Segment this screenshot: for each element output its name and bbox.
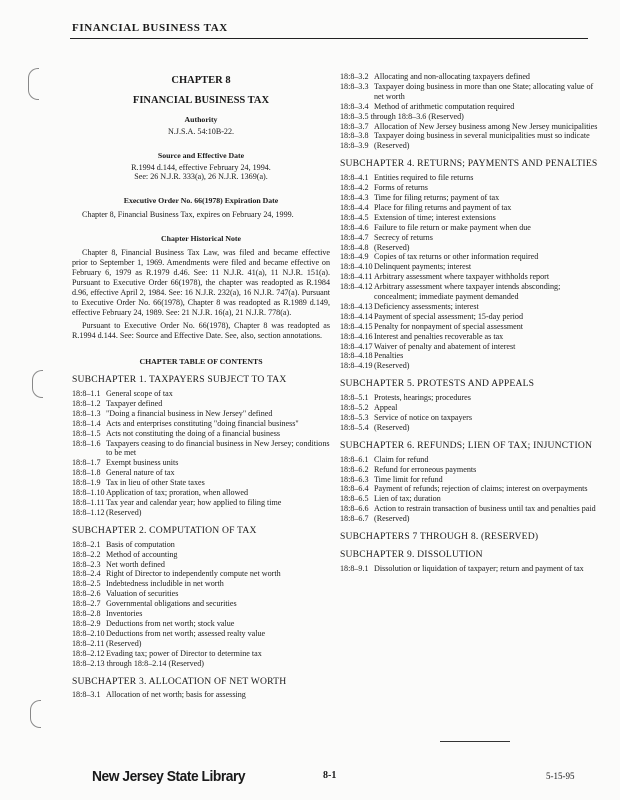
toc-entry <box>72 579 330 589</box>
section-title: Tax in lieu of other State taxes <box>106 478 205 488</box>
section-title: Deductions from net worth; assessed realty value <box>106 628 266 638</box>
subchapter-heading: SUBCHAPTER 4. RETURNS; PAYMENTS AND PENALTIES <box>340 158 598 170</box>
subchapter-heading: SUBCHAPTER 9. DISSOLUTION <box>340 548 483 560</box>
section-number: 18:8–9.1 <box>340 563 369 573</box>
section-number: 18:8–2.9 <box>72 618 101 628</box>
section-title: Action to restrain transaction of business until tax and penalties paid <box>374 504 596 514</box>
toc-entry <box>72 649 330 659</box>
revision-date: 5-15-95 <box>546 771 575 781</box>
toc-entry <box>340 465 598 475</box>
toc-entry <box>340 361 598 371</box>
section-number: 18:8–1.4 <box>72 418 101 428</box>
section-title: (Reserved) <box>374 141 410 151</box>
section-number: 18:8–2.7 <box>72 599 101 609</box>
section-number: 18:8–1.3 <box>72 408 101 418</box>
section-number: 18:8–2.11 <box>72 638 105 648</box>
toc-entry <box>340 122 598 132</box>
section-number: 18:8–1.9 <box>72 478 101 488</box>
section-number: 18:8–4.9 <box>340 252 369 262</box>
section-number: 18:8–5.4 <box>340 422 369 432</box>
section-number: 18:8–1.7 <box>72 458 101 468</box>
section-title: Acts not constituting the doing of a financial business <box>106 428 280 438</box>
toc-entry <box>72 498 330 508</box>
section-title: Lien of tax; duration <box>374 494 441 504</box>
section-title: Secrecy of returns <box>374 232 433 242</box>
section-number: 18:8–6.4 <box>340 484 369 494</box>
subchapter-heading: SUBCHAPTERS 7 THROUGH 8. (RESERVED) <box>340 531 539 543</box>
authority-text: N.J.S.A. 54:10B-22. <box>167 126 235 136</box>
toc-entry <box>340 332 598 342</box>
section-title: (Reserved) <box>374 242 410 252</box>
section-title: Penalty for nonpayment of special assessment <box>374 321 524 331</box>
section-number: 18:8–4.12 <box>340 282 373 292</box>
section-number: 18:8–4.11 <box>340 272 373 282</box>
section-number: 18:8–4.1 <box>340 173 369 183</box>
section-title: "Doing a financial business in New Jersey" defined <box>106 408 273 418</box>
section-number: 18:8–4.5 <box>340 212 369 222</box>
section-title: Evading tax; power of Director to determine tax <box>106 648 262 658</box>
section-number: 18:8–2.12 <box>72 648 105 658</box>
section-number: 18:8–1.8 <box>72 468 101 478</box>
subchapter-heading: SUBCHAPTER 3. ALLOCATION OF NET WORTH <box>72 675 287 687</box>
toc-entry <box>340 413 598 423</box>
toc-entry <box>340 312 598 322</box>
source-heading: Source and Effective Date <box>157 150 245 160</box>
toc-entry <box>72 550 330 560</box>
toc-entry <box>72 569 330 579</box>
toc-entry <box>340 455 598 465</box>
section-title: Tax year and calendar year; how applied to filing time <box>106 498 282 507</box>
toc-entry <box>72 599 330 609</box>
toc-entry <box>340 272 598 282</box>
toc-entry <box>72 508 330 518</box>
section-number: 18:8–4.2 <box>340 183 369 193</box>
section-number: 18:8–3.3 <box>340 81 369 91</box>
section-title: (Reserved) <box>374 422 410 432</box>
toc-entry <box>340 564 598 574</box>
toc-entry <box>340 262 598 272</box>
section-title: General scope of tax <box>106 389 173 399</box>
toc-entry <box>72 429 330 439</box>
section-title: Inventories <box>106 609 143 619</box>
toc-entry <box>340 223 598 233</box>
section-number: 18:8–2.8 <box>72 609 101 619</box>
toc-entry <box>340 243 598 253</box>
section-number: 18:8–2.10 <box>72 628 105 638</box>
section-number: 18:8–4.3 <box>340 192 369 202</box>
section-number: 18:8–3.8 <box>340 131 369 141</box>
section-title: Taxpayer doing business in more than one State; allocating value of net worth <box>374 81 594 101</box>
section-number: 18:8–6.7 <box>340 514 369 524</box>
section-title: Deductions from net worth; stock value <box>106 618 235 628</box>
header-rule <box>70 38 588 39</box>
section-title: Taxpayer doing business in several municipalities must so indicate <box>374 131 590 141</box>
section-number: 18:8–2.2 <box>72 549 101 559</box>
section-number: 18:8–1.6 <box>72 438 101 448</box>
subchapter-heading: SUBCHAPTER 1. TAXPAYERS SUBJECT TO TAX <box>72 374 287 386</box>
section-number: 18:8–6.3 <box>340 474 369 484</box>
punch-hole-mark <box>32 370 43 398</box>
section-title: Deficiency assessments; interest <box>374 301 479 311</box>
section-title: Method of arithmetic computation required <box>374 101 515 111</box>
toc-entry-range: 18:8–2.13 through 18:8–2.14 (Reserved) <box>72 658 204 668</box>
page-number: 8-1 <box>323 770 337 781</box>
toc-entry <box>340 514 598 524</box>
toc-entry <box>72 540 330 550</box>
right-column <box>340 72 598 574</box>
toc-entry <box>340 302 598 312</box>
toc-entry <box>72 409 330 419</box>
section-title: Payment of special assessment; 15-day period <box>374 311 524 321</box>
toc-entry <box>340 131 598 141</box>
section-number: 18:8–2.4 <box>72 569 101 579</box>
toc-entry <box>340 203 598 213</box>
toc-entry <box>72 629 330 639</box>
toc-entry <box>340 403 598 413</box>
subchapter-heading: SUBCHAPTER 6. REFUNDS; LIEN OF TAX; INJUNCTION <box>340 439 593 451</box>
toc-entry <box>72 488 330 498</box>
toc-entry <box>340 213 598 223</box>
section-title: Application of tax; proration, when allowed <box>106 488 249 498</box>
section-title: Interest and penalties recoverable as tax <box>374 331 504 341</box>
section-number: 18:8–4.18 <box>340 351 373 361</box>
left-column <box>72 46 330 700</box>
section-title: Penalties <box>374 351 404 361</box>
section-number: 18:8–2.5 <box>72 579 101 589</box>
toc-entry <box>340 193 598 203</box>
section-title: (Reserved) <box>374 514 410 524</box>
section-number: 18:8–3.9 <box>340 141 369 151</box>
toc-entry <box>72 419 330 429</box>
section-number: 18:8–2.6 <box>72 589 101 599</box>
section-title: Arbitrary assessment where taxpayer intends absconding; concealment; immediate payment demanded <box>374 282 561 302</box>
toc-entry <box>72 609 330 619</box>
library-stamp: New Jersey State Library <box>92 768 246 785</box>
toc-entry <box>340 282 598 302</box>
section-title: Waiver of penalty and abatement of interest <box>374 341 516 351</box>
toc-entry <box>340 484 598 494</box>
insertion-rule <box>440 741 510 742</box>
section-title: Delinquent payments; interest <box>374 262 472 272</box>
section-number: 18:8–4.10 <box>340 262 373 272</box>
section-number: 18:8–1.10 <box>72 488 105 498</box>
toc-entry <box>72 468 330 478</box>
section-title: (Reserved) <box>106 638 142 648</box>
section-title: Place for filing returns and payment of tax <box>374 202 512 212</box>
toc-entry <box>340 475 598 485</box>
toc-entry <box>72 439 330 459</box>
section-title: Valuation of securities <box>106 589 179 599</box>
toc-entry <box>340 233 598 243</box>
section-title: Payment of refunds; rejection of claims; interest on overpayments <box>374 484 588 494</box>
section-title: Protests, hearings; procedures <box>374 393 471 403</box>
toc-entry <box>72 478 330 488</box>
toc-entry <box>72 690 330 700</box>
authority-heading: Authority <box>184 114 218 124</box>
section-number: 18:8–1.5 <box>72 428 101 438</box>
history-heading: Chapter Historical Note <box>161 234 241 244</box>
toc-heading: CHAPTER TABLE OF CONTENTS <box>139 357 263 367</box>
section-number: 18:8–5.2 <box>340 403 369 413</box>
section-number: 18:8–4.17 <box>340 341 373 351</box>
chapter-label: CHAPTER 8 <box>171 75 231 86</box>
section-title: Time limit for refund <box>374 474 443 484</box>
section-title: Exempt business units <box>106 458 179 468</box>
section-title: (Reserved) <box>374 361 410 371</box>
section-title: Right of Director to independently compute net worth <box>106 569 281 579</box>
section-title: Taxpayer defined <box>106 398 163 408</box>
toc-entry <box>340 351 598 361</box>
section-title: Allocating and non-allocating taxpayers defined <box>374 72 530 81</box>
section-number: 18:8–3.1 <box>72 690 101 700</box>
section-title: Net worth defined <box>106 559 165 569</box>
section-number: 18:8–2.3 <box>72 559 101 569</box>
exec-order-text: Chapter 8, Financial Business Tax, expires on February 24, 1999. <box>82 210 294 220</box>
section-title: Allocation of New Jersey business among New Jersey municipalities <box>374 121 598 131</box>
section-title: Arbitrary assessment where taxpayer withholds report <box>374 272 550 282</box>
subchapter-heading: SUBCHAPTER 5. PROTESTS AND APPEALS <box>340 378 535 390</box>
section-title: Appeal <box>374 403 398 413</box>
section-title: Method of accounting <box>106 549 178 559</box>
section-title: Governmental obligations and securities <box>106 599 237 609</box>
section-title: Entities required to file returns <box>374 173 474 183</box>
section-title: Claim for refund <box>374 454 429 464</box>
section-title: Basis of computation <box>106 539 175 549</box>
section-title: Refund for erroneous payments <box>374 464 477 474</box>
section-number: 18:8–3.7 <box>340 121 369 131</box>
section-number: 18:8–2.1 <box>72 539 101 549</box>
section-title: Acts and enterprises constituting "doing financial business" <box>106 418 299 428</box>
toc-entry <box>340 173 598 183</box>
section-number: 18:8–1.2 <box>72 398 101 408</box>
section-title: Extension of time; interest extensions <box>374 212 496 222</box>
section-number: 18:8–3.2 <box>340 72 369 81</box>
source-line: R.1994 d.144, effective February 24, 1994. <box>131 162 271 172</box>
section-title: Dissolution or liquidation of taxpayer; return and payment of tax <box>374 563 584 573</box>
punch-hole-mark <box>30 700 41 728</box>
section-number: 18:8–1.11 <box>72 498 105 507</box>
punch-hole-mark <box>28 68 39 100</box>
section-number: 18:8–4.19 <box>340 361 373 371</box>
section-number: 18:8–5.1 <box>340 393 369 403</box>
section-number: 18:8–1.12 <box>72 507 105 517</box>
history-paragraph: Pursuant to Executive Order No. 66(1978), Chapter 8 was readopted as R.1994 d.144. See: Source and Effective Date. See, also, section annotations. <box>72 321 330 341</box>
toc-entry <box>72 560 330 570</box>
section-title: Copies of tax returns or other information required <box>374 252 539 262</box>
toc-entry <box>340 141 598 151</box>
section-number: 18:8–6.1 <box>340 454 369 464</box>
section-number: 18:8–4.13 <box>340 301 373 311</box>
section-title: Allocation of net worth; basis for assessing <box>106 690 246 700</box>
toc-entry <box>340 423 598 433</box>
source-line: See: 26 N.J.R. 333(a), 26 N.J.R. 1369(a). <box>134 172 268 182</box>
toc-entry <box>72 399 330 409</box>
section-number: 18:8–3.4 <box>340 101 369 111</box>
section-number: 18:8–4.16 <box>340 331 373 341</box>
chapter-name: FINANCIAL BUSINESS TAX <box>132 94 270 106</box>
toc-entry <box>340 252 598 262</box>
toc-entry <box>340 102 598 112</box>
running-title: FINANCIAL BUSINESS TAX <box>72 22 228 34</box>
section-title: (Reserved) <box>106 507 142 517</box>
section-number: 18:8–4.7 <box>340 232 369 242</box>
section-title: General nature of tax <box>106 468 175 478</box>
section-title: Service of notice on taxpayers <box>374 413 472 422</box>
toc-entry <box>340 72 598 82</box>
section-number: 18:8–6.5 <box>340 494 369 504</box>
toc-entry <box>340 82 598 102</box>
section-number: 18:8–6.6 <box>340 504 369 514</box>
section-number: 18:8–4.4 <box>340 202 369 212</box>
toc-entry <box>72 639 330 649</box>
section-number: 18:8–1.1 <box>72 389 101 399</box>
section-title: Failure to file return or make payment when due <box>374 222 531 232</box>
section-title: Time for filing returns; payment of tax <box>374 192 500 202</box>
exec-order-heading: Executive Order No. 66(1978) Expiration Date <box>123 196 279 206</box>
toc-entry <box>72 589 330 599</box>
toc-entry <box>340 494 598 504</box>
section-number: 18:8–4.15 <box>340 321 373 331</box>
toc-entry <box>72 389 330 399</box>
history-paragraph: Chapter 8, Financial Business Tax Law, was filed and became effective prior to September 1, 1969. Amendments were filed and became effective on February 6, 1979 as R.1979 d.46. See: 11 N.J.R. 41(a), 11 N.J.R. 151(a). Pursuant to Executive Order 66(1978), the chapter was readopted as R.1984 d.96, effective April 2, 1984. See: 16 N.J.R. 232(a), 16 N.J.R. 747(a). Pursuant to Executive Order No. 66(1978), Chapter 8 was readopted as R.1989 d.149, effective February 24, 1989. See: 21 N.J.R. 16(a), 21 N.J.R. 778(a). <box>72 248 330 317</box>
toc-entry <box>340 183 598 193</box>
section-number: 18:8–4.6 <box>340 222 369 232</box>
toc-entry <box>340 504 598 514</box>
section-title: Indebtedness includible in net worth <box>106 579 224 589</box>
left-subchapters <box>72 375 330 700</box>
subchapter-3-continued <box>340 72 598 151</box>
section-title: Forms of returns <box>374 183 428 193</box>
section-title: Taxpayers ceasing to do financial business in New Jersey; conditions to be met <box>106 438 330 458</box>
section-number: 18:8–4.14 <box>340 311 373 321</box>
subchapter-heading: SUBCHAPTER 2. COMPUTATION OF TAX <box>72 524 257 536</box>
toc-entry-range: 18:8–3.5 through 18:8–3.6 (Reserved) <box>340 111 464 121</box>
toc-entry <box>340 342 598 352</box>
right-subchapters <box>340 159 598 574</box>
toc-entry <box>72 619 330 629</box>
toc-entry <box>340 322 598 332</box>
section-number: 18:8–4.8 <box>340 242 369 252</box>
section-number: 18:8–5.3 <box>340 413 369 422</box>
section-number: 18:8–6.2 <box>340 464 369 474</box>
toc-entry <box>340 393 598 403</box>
toc-entry <box>72 458 330 468</box>
